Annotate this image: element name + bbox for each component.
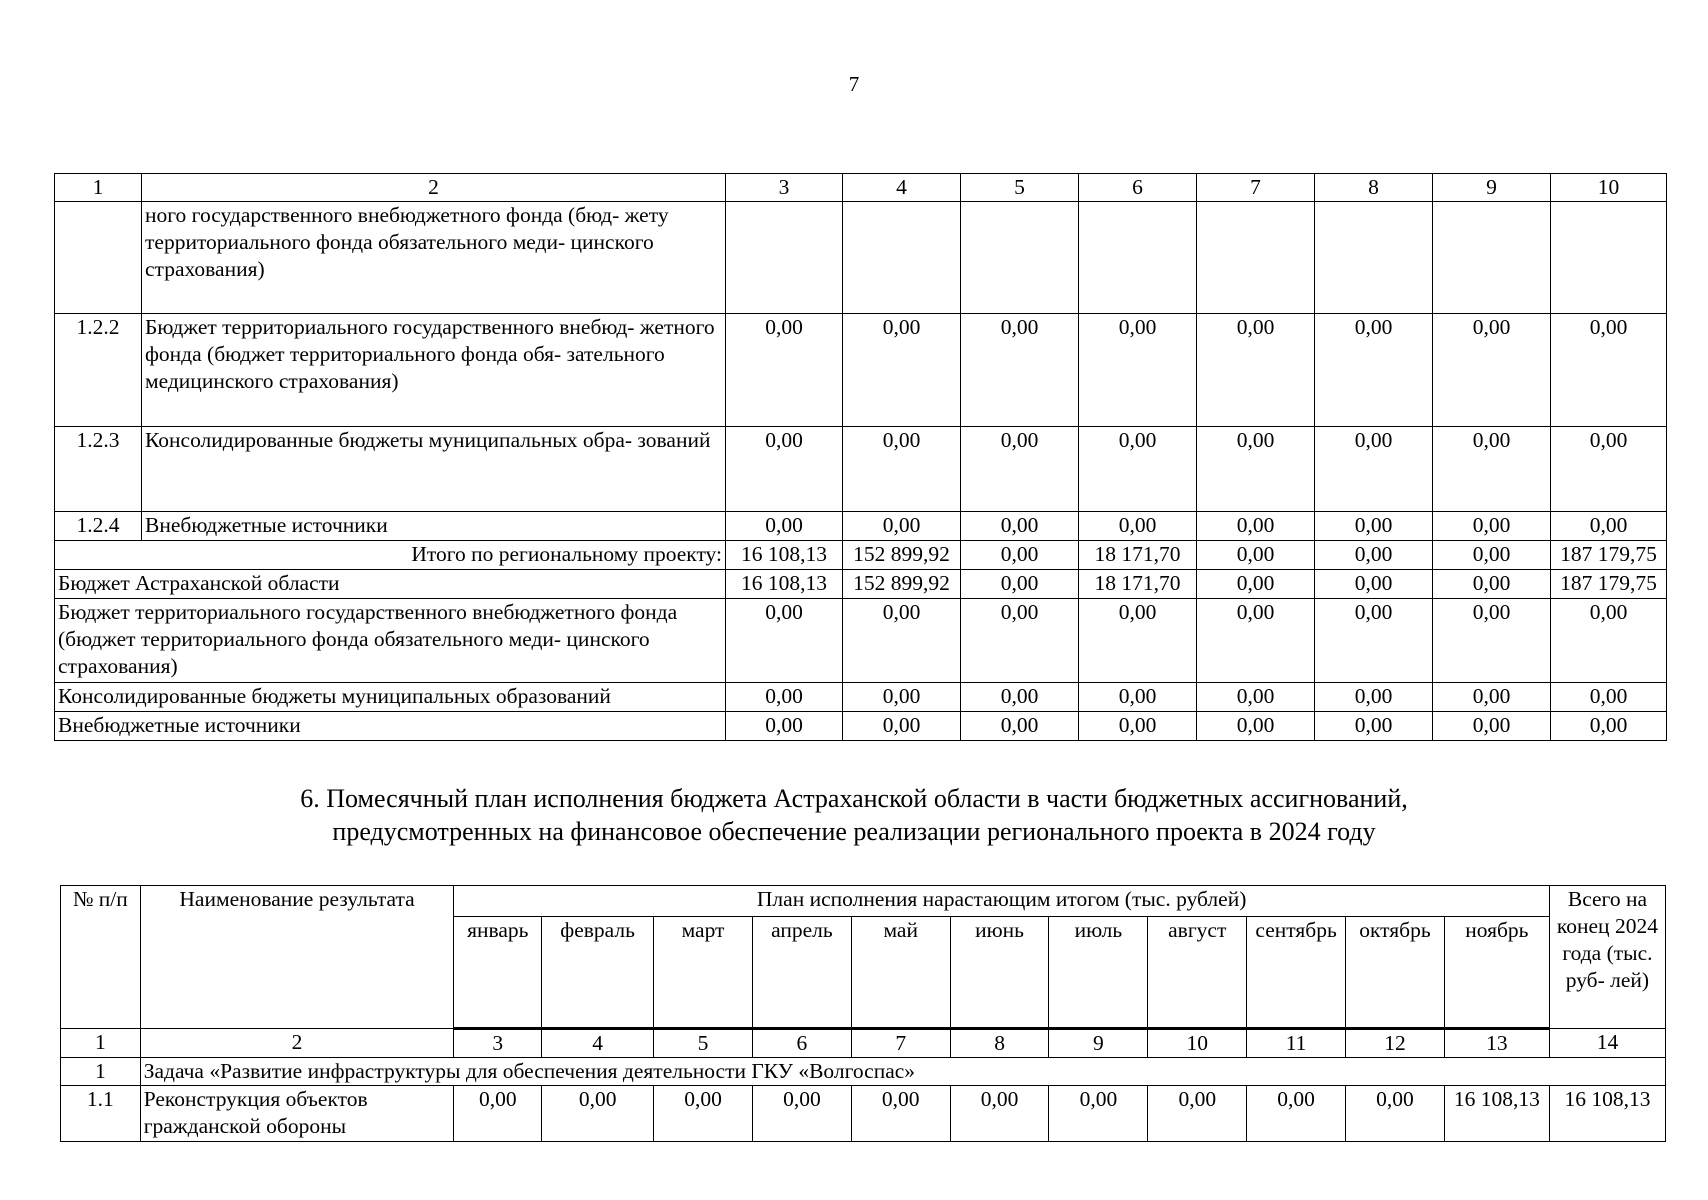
month-header: июль: [1049, 917, 1148, 1029]
value-cell: 0,00: [1551, 512, 1667, 541]
value-cell: 0,00: [1049, 1086, 1148, 1142]
value-cell: 0,00: [961, 512, 1079, 541]
value-cell: 0,00: [1315, 512, 1433, 541]
column-number-row: [61, 1029, 1666, 1058]
value-cell: 0,00: [1433, 512, 1551, 541]
value-cell: 0,00: [752, 1086, 851, 1142]
value-cell: 0,00: [961, 599, 1079, 683]
column-number: 8: [1315, 174, 1433, 202]
value-cell: 0,00: [1197, 314, 1315, 427]
value-cell: 0,00: [1551, 599, 1667, 683]
value-cell: 0,00: [961, 712, 1079, 741]
table-row: [55, 512, 1667, 541]
value-cell: 0,00: [1315, 541, 1433, 570]
value-cell: 0,00: [726, 712, 843, 741]
column-number-row: [55, 174, 1667, 202]
column-number: 7: [1197, 174, 1315, 202]
month-header: февраль: [542, 917, 654, 1029]
header-plan: План исполнения нарастающим итогом (тыс. рублей): [454, 886, 1549, 917]
value-cell: 0,00: [961, 541, 1079, 570]
column-number: 2: [140, 1029, 454, 1058]
value-cell: 0,00: [961, 683, 1079, 712]
value-cell: 0,00: [843, 683, 961, 712]
value-cell: 0,00: [1197, 599, 1315, 683]
value-cell: 0,00: [1315, 314, 1433, 427]
row-name: ного государственного внебюджетного фонда (бюд- жету территориального фонда обязательного меди- цинского страхования): [142, 202, 726, 314]
monthly-plan-table: [60, 885, 1666, 1142]
value-cell: 0,00: [1197, 570, 1315, 599]
value-cell: 0,00: [950, 1086, 1049, 1142]
value-cell: 187 179,75: [1551, 570, 1667, 599]
row-name: Реконструкция объектов гражданской обороны: [140, 1086, 454, 1142]
page-number: 7: [848, 72, 860, 96]
row-name: Бюджет Астраханской области: [55, 570, 726, 599]
column-number: 3: [726, 174, 843, 202]
value-cell: 0,00: [961, 427, 1079, 512]
column-number: 6: [1079, 174, 1197, 202]
value-cell: 0,00: [654, 1086, 753, 1142]
value-cell: 0,00: [454, 1086, 542, 1142]
section-title-line: предусмотренных на финансовое обеспечение реализации регионального проекта в 2024 году: [332, 817, 1376, 846]
value-cell: 0,00: [1315, 427, 1433, 512]
column-number: 3: [454, 1029, 542, 1058]
month-header: сентябрь: [1247, 917, 1346, 1029]
month-header: январь: [454, 917, 542, 1029]
value-cell: 0,00: [1315, 683, 1433, 712]
section-title-line: 6. Помесячный план исполнения бюджета Астраханской области в части бюджетных ассигнований,: [300, 784, 1408, 813]
column-number: 8: [950, 1029, 1049, 1058]
column-number: 2: [142, 174, 726, 202]
column-number: 5: [654, 1029, 753, 1058]
task-row: [61, 1058, 1666, 1086]
month-header: март: [654, 917, 753, 1029]
column-number: 9: [1049, 1029, 1148, 1058]
row-name: Консолидированные бюджеты муниципальных образований: [55, 683, 726, 712]
month-header: апрель: [752, 917, 851, 1029]
value-cell: 0,00: [961, 314, 1079, 427]
value-cell: 0,00: [1551, 314, 1667, 427]
value-cell: 0,00: [542, 1086, 654, 1142]
value-cell: 187 179,75: [1551, 541, 1667, 570]
value-cell: 16 108,13: [1549, 1086, 1665, 1142]
task-name: Задача «Развитие инфраструктуры для обеспечения деятельности ГКУ «Волгоспас»: [140, 1058, 1665, 1086]
table-row: [61, 1086, 1666, 1142]
value-cell: 0,00: [1315, 712, 1433, 741]
value-cell: 0,00: [1079, 712, 1197, 741]
month-header: май: [851, 917, 950, 1029]
value-cell: 0,00: [1433, 427, 1551, 512]
value-cell: 0,00: [1079, 512, 1197, 541]
value-cell: 0,00: [1079, 427, 1197, 512]
value-cell: 0,00: [1433, 570, 1551, 599]
value-cell: 0,00: [851, 1086, 950, 1142]
value-cell: 16 108,13: [726, 570, 843, 599]
column-number: 1: [55, 174, 142, 202]
value-cell: 0,00: [1197, 712, 1315, 741]
summary-row: [55, 570, 1667, 599]
value-cell: 0,00: [843, 314, 961, 427]
column-number: 4: [542, 1029, 654, 1058]
column-number: 5: [961, 174, 1079, 202]
value-cell: 0,00: [1433, 712, 1551, 741]
header-row: [61, 886, 1666, 917]
row-name: Внебюджетные источники: [142, 512, 726, 541]
column-number: 7: [851, 1029, 950, 1058]
value-cell: 0,00: [1079, 683, 1197, 712]
column-number: 9: [1433, 174, 1551, 202]
summary-row: [55, 712, 1667, 741]
column-number: 1: [61, 1029, 141, 1058]
month-header: август: [1148, 917, 1247, 1029]
column-number: 4: [843, 174, 961, 202]
value-cell: 0,00: [726, 512, 843, 541]
value-cell: 152 899,92: [843, 541, 961, 570]
value-cell: 0,00: [1247, 1086, 1346, 1142]
value-cell: 0,00: [961, 570, 1079, 599]
value-cell: 0,00: [1197, 683, 1315, 712]
continuation-row: [55, 202, 1667, 314]
value-cell: 0,00: [1315, 570, 1433, 599]
value-cell: 0,00: [1551, 712, 1667, 741]
column-number: 13: [1444, 1029, 1549, 1058]
table-row: [55, 427, 1667, 512]
row-name: Внебюджетные источники: [55, 712, 726, 741]
value-cell: 0,00: [726, 683, 843, 712]
row-number: 1.2.2: [55, 314, 142, 427]
value-cell: 18 171,70: [1079, 541, 1197, 570]
value-cell: 0,00: [843, 427, 961, 512]
column-number: 10: [1551, 174, 1667, 202]
row-number: 1: [61, 1058, 141, 1086]
value-cell: 0,00: [1315, 599, 1433, 683]
row-number: 1.2.4: [55, 512, 142, 541]
value-cell: 0,00: [726, 427, 843, 512]
value-cell: 0,00: [1197, 541, 1315, 570]
table-row: [55, 314, 1667, 427]
summary-row: [55, 683, 1667, 712]
value-cell: 0,00: [1433, 314, 1551, 427]
value-cell: 0,00: [843, 599, 961, 683]
value-cell: 0,00: [1079, 599, 1197, 683]
value-cell: 0,00: [726, 599, 843, 683]
value-cell: 16 108,13: [726, 541, 843, 570]
row-number: 1.1: [61, 1086, 141, 1142]
value-cell: 0,00: [1346, 1086, 1445, 1142]
value-cell: 18 171,70: [1079, 570, 1197, 599]
value-cell: 0,00: [1551, 427, 1667, 512]
column-number: 10: [1148, 1029, 1247, 1058]
value-cell: 0,00: [1551, 683, 1667, 712]
month-header: октябрь: [1346, 917, 1445, 1029]
value-cell: 0,00: [1433, 683, 1551, 712]
value-cell: 0,00: [843, 512, 961, 541]
value-cell: 152 899,92: [843, 570, 961, 599]
column-number: 6: [752, 1029, 851, 1058]
value-cell: 0,00: [1148, 1086, 1247, 1142]
value-cell: 0,00: [1433, 541, 1551, 570]
row-name: Консолидированные бюджеты муниципальных обра- зований: [142, 427, 726, 512]
total-row: [55, 541, 1667, 570]
header-name: Наименование результата: [140, 886, 454, 1029]
value-cell: 0,00: [1197, 512, 1315, 541]
section-title: [0, 782, 1708, 848]
value-cell: 0,00: [1433, 599, 1551, 683]
value-cell: 0,00: [843, 712, 961, 741]
financing-table: [54, 173, 1667, 741]
header-num: № п/п: [61, 886, 141, 1029]
column-number: 14: [1549, 1029, 1665, 1058]
row-name: Бюджет территориального государственного внебюджетного фонда (бюджет территориального фонда обязательного меди- цинского страхования): [55, 599, 726, 683]
month-header: июнь: [950, 917, 1049, 1029]
month-header: ноябрь: [1444, 917, 1549, 1029]
row-name: Бюджет территориального государственного внебюд- жетного фонда (бюджет территориального фонда обя- зательного медицинского страхования): [142, 314, 726, 427]
summary-row: [55, 599, 1667, 683]
row-number: 1.2.3: [55, 427, 142, 512]
value-cell: 0,00: [1197, 427, 1315, 512]
total-label: Итого по региональному проекту:: [55, 541, 726, 570]
value-cell: 16 108,13: [1444, 1086, 1549, 1142]
value-cell: 0,00: [726, 314, 843, 427]
value-cell: 0,00: [1079, 314, 1197, 427]
column-number: 11: [1247, 1029, 1346, 1058]
column-number: 12: [1346, 1029, 1445, 1058]
header-total: Всего на конец 2024 года (тыс. руб- лей): [1549, 886, 1665, 1029]
